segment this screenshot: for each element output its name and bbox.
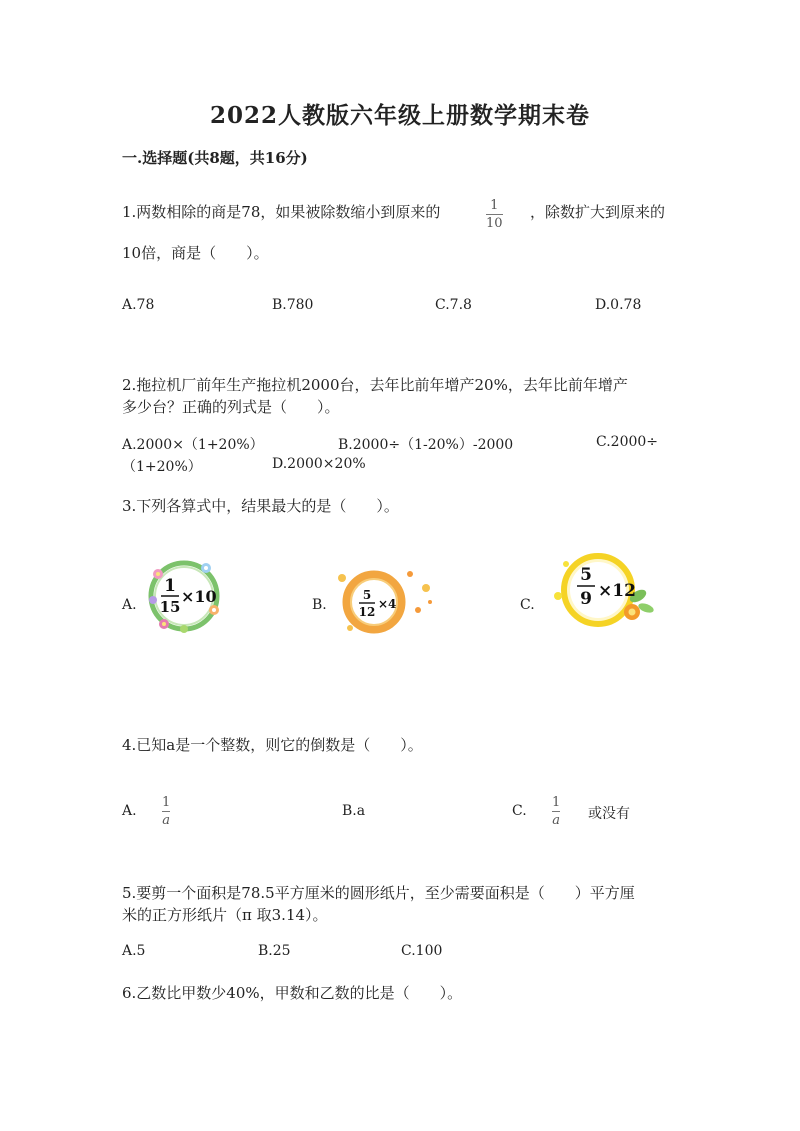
q4-option-a-fraction [162, 796, 170, 827]
q2-option-d: D.2000×20% [272, 456, 366, 472]
q4-c-frac-den: a [552, 813, 561, 828]
q1-frac-num: 1 [490, 198, 499, 213]
q4-option-c-suffix: 或没有 [588, 806, 630, 822]
q1-option-b: B.780 [272, 297, 314, 313]
q5-option-b: B.25 [258, 943, 291, 959]
q1-text-c: 10倍，商是（ ）。 [122, 244, 269, 262]
q4-option-c-fraction [552, 796, 560, 827]
q3-label-a: A. [122, 597, 137, 613]
q1-fraction [486, 199, 503, 230]
q2-line2: 多少台？正确的列式是（ ）。 [122, 398, 340, 416]
badge-b-den: 12 [358, 605, 376, 619]
q2-option-a: A.2000×（1+20%） [122, 437, 264, 453]
badge-c-num: 5 [580, 565, 592, 585]
q4-text: 4.已知a是一个整数，则它的倒数是（ ）。 [122, 736, 423, 754]
q3-label-c: C. [520, 597, 535, 613]
q2-option-c-cont: （1+20%） [122, 459, 202, 475]
q4-option-c: C. [512, 803, 527, 819]
badge-a-num: 1 [164, 576, 176, 596]
badge-b-mult: ×4 [378, 597, 397, 611]
q1-option-d: D.0.78 [595, 297, 642, 313]
q1-option-c: C.7.8 [435, 297, 472, 313]
q2-option-c: C.2000÷ [596, 434, 659, 450]
badge-b-num: 5 [362, 588, 372, 602]
q3-orange-badge-b [330, 566, 436, 634]
q5-line2: 米的正方形纸片（π 取3.14）。 [122, 906, 328, 924]
q6-text: 6.乙数比甲数少40%，甲数和乙数的比是（ ）。 [122, 984, 463, 1002]
badge-c-den: 9 [580, 589, 592, 609]
page-title: 2022人教版六年级上册数学期末卷 [209, 102, 590, 129]
q3-flower-badge-a [144, 558, 224, 634]
q3-yellow-badge-c [548, 552, 656, 628]
q1-text-b: ，除数扩大到原来的 [530, 203, 666, 221]
q3-label-b: B. [312, 597, 327, 613]
badge-a-mult: ×10 [181, 587, 217, 606]
badge-a-den: 15 [159, 598, 181, 616]
q4-option-a: A. [122, 803, 137, 819]
q1-text-a: 1.两数相除的商是78，如果被除数缩小到原来的 [122, 203, 441, 221]
q1-option-a: A.78 [122, 297, 155, 313]
q4-option-b: B.a [342, 803, 366, 819]
q5-option-a: A.5 [122, 943, 146, 959]
q1-frac-den: 10 [486, 216, 503, 231]
badge-c-mult: ×12 [598, 581, 636, 601]
q2-line1: 2.拖拉机厂前年生产拖拉机2000台，去年比前年增产20%，去年比前年增产 [122, 376, 628, 394]
section-heading: 一.选择题(共8题，共16分) [122, 149, 308, 167]
q3-text: 3.下列各算式中，结果最大的是（ ）。 [122, 497, 399, 515]
q4-c-frac-num: 1 [552, 795, 561, 810]
q4-a-frac-num: 1 [162, 795, 171, 810]
q4-a-frac-den: a [162, 813, 171, 828]
q5-line1: 5.要剪一个面积是78.5平方厘米的圆形纸片，至少需要面积是（ ）平方厘 [122, 884, 635, 902]
q5-option-c: C.100 [401, 943, 443, 959]
q2-option-b: B.2000÷（1-20%）-2000 [338, 437, 514, 453]
